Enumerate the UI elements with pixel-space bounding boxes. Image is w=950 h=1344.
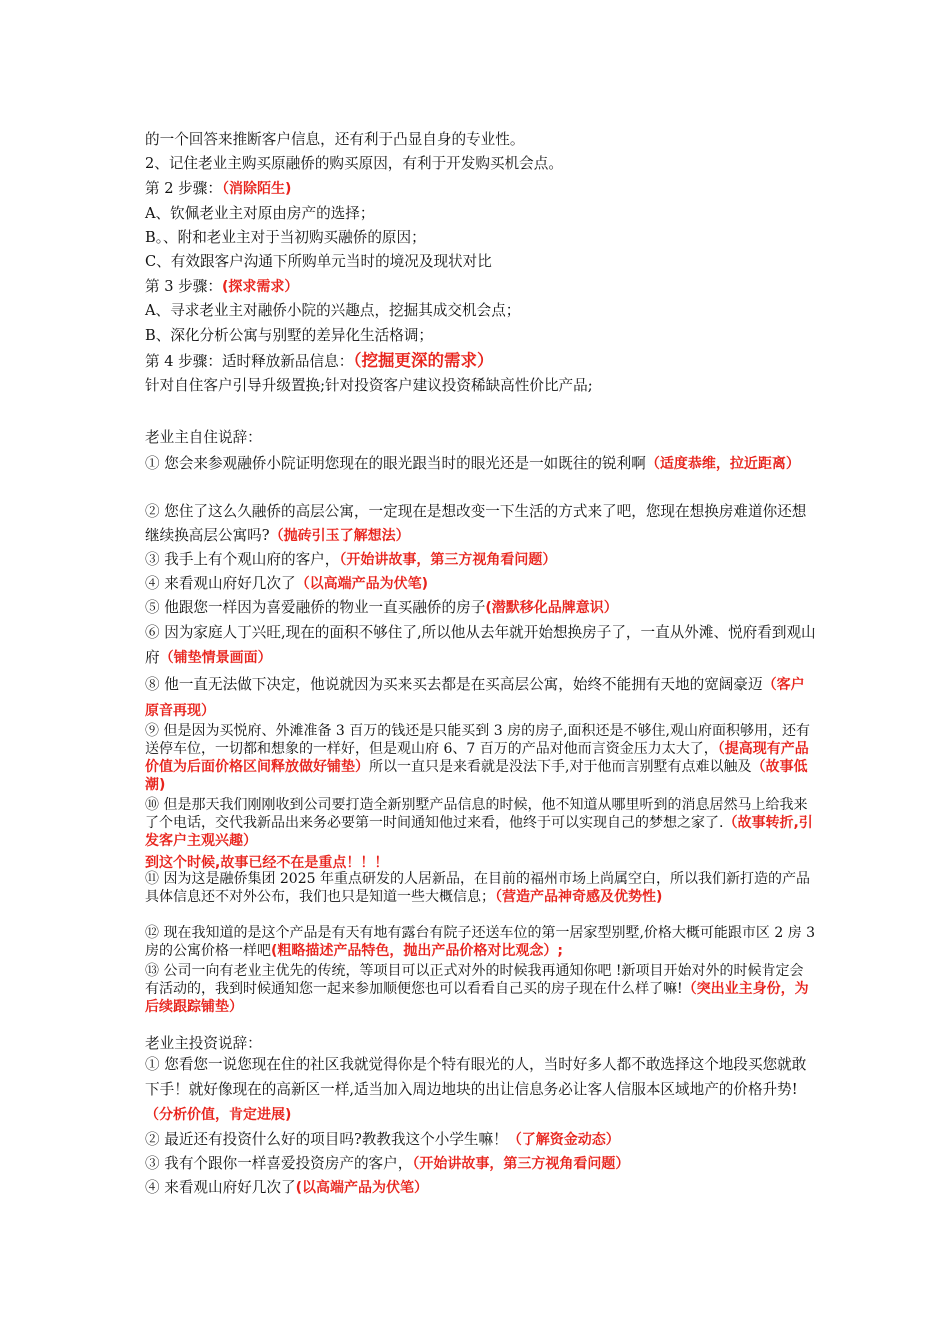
intro-line-2: 2、记住老业主购买原融侨的购买原因，有利于开发购买机会点。	[145, 155, 563, 172]
invest-item-1-tag: （分析价值，肯定进展)	[145, 1107, 292, 1123]
step2-item-a: A、钦佩老业主对原由房产的选择；	[145, 205, 375, 222]
invest-heading: 老业主投资说辞：	[145, 1035, 262, 1052]
step3-label: 第 3 步骤：	[145, 278, 222, 295]
invest-item-3: ③ 我有个跟你一样喜爱投资房产的客户，（开始讲故事，第三方视角看问题）	[145, 1155, 630, 1172]
self-item-11: ⑪ 因为这是融侨集团 2025 年重点研发的人居新品，在目前的福州市场上尚属空白，所以我们新打造的产品具体信息还不对外公布，我们也只是知道一些大概信息；（营造产品神奇感及优势性)	[145, 871, 810, 905]
step2-heading	[145, 177, 291, 198]
step3-heading	[145, 275, 298, 296]
self-item-13-tag: （突出业主身份，为后续跟踪铺垫）	[145, 981, 809, 1015]
self-item-10-emphasis: 到这个时候,故事已经不在是重点！！！	[145, 855, 389, 871]
self-use-heading: 老业主自住说辞：	[145, 429, 262, 446]
self-item-1: ① 您会来参观融侨小院证明您现在的眼光跟当时的眼光还是一如既往的锐利啊（适度恭维，拉近距离）	[145, 455, 800, 472]
self-item-3-tag: （开始讲故事，第三方视角看问题）	[339, 552, 557, 568]
step3-item-b: B、深化分析公寓与别墅的差异化生活格调；	[145, 327, 434, 344]
invest-item-2-tag: （了解资金动态）	[507, 1132, 620, 1148]
intro-line-1: 的一个回答来推断客户信息，还有利于凸显自身的专业性。	[145, 131, 525, 148]
self-item-12: ⑫ 现在我知道的是这个产品是有天有地有露台有院子还送车位的第一居家型别墅,价格大概可能跟市区 2 房 3 房的公寓价格一样吧(粗略描述产品特色，抛出产品价格对比观念）;	[145, 925, 816, 959]
self-item-4-tag: （以高端产品为伏笔)	[295, 576, 428, 592]
step2-tag: （消除陌生)	[221, 181, 292, 197]
self-item-2-tag: （抛砖引玉了解想法）	[269, 528, 410, 544]
self-item-6: ⑥ 因为家庭人丁兴旺,现在的面积不够住了,所以他从去年就开始想换房子了，一直从外滩、悦府看到观山府（铺垫情景画面）	[145, 624, 816, 666]
invest-item-4: ④ 来看观山府好几次了(以高端产品为伏笔）	[145, 1179, 428, 1196]
step2-label: 第 2 步骤：	[145, 180, 222, 197]
self-item-10-tag: （故事转折,引发客户主观兴趣）	[145, 815, 813, 849]
step4-note: 针对自住客户引导升级置换;针对投资客户建议投资稀缺高性价比产品;	[145, 377, 593, 394]
self-item-9-tag: （提高现有产品价值为后面价格区间释放做好铺垫）	[145, 741, 809, 775]
self-item-8-tag: （客户原音再现）	[145, 677, 805, 719]
self-item-5: ⑤ 他跟您一样因为喜爱融侨的物业一直买融侨的房子(潜默移化品牌意识）	[145, 599, 618, 616]
self-item-6-tag: （铺垫情景画面）	[159, 650, 272, 666]
self-item-4: ④ 来看观山府好几次了（以高端产品为伏笔)	[145, 575, 428, 592]
step4-label: 第 4 步骤：适时释放新品信息：	[145, 353, 354, 370]
self-item-12-tag: (粗略描述产品特色，抛出产品价格对比观念）;	[271, 943, 563, 959]
self-item-11-tag: （营造产品神奇感及优势性)	[495, 889, 663, 905]
invest-item-4-tag: (以高端产品为伏笔）	[295, 1180, 428, 1196]
self-item-1-tag: （适度恭维，拉近距离）	[645, 456, 800, 472]
step3-item-a: A、寻求老业主对融侨小院的兴趣点，挖掘其成交机会点；	[145, 302, 521, 319]
self-item-10: ⑩ 但是那天我们刚刚收到公司要打造全新别墅产品信息的时候，他不知道从哪里听到的消息居然马上给我来了个电话，交代我新品出来务必要第一时间通知他过来看，他终于可以实现自己的梦想之家了.（故事转折,引发客户主观兴趣）	[145, 797, 813, 849]
step4-heading	[145, 347, 494, 371]
invest-item-3-tag: （开始讲故事，第三方视角看问题）	[412, 1156, 630, 1172]
invest-item-2: ② 最近还有投资什么好的项目吗?教教我这个小学生嘛！（了解资金动态）	[145, 1131, 620, 1148]
step3-tag: (探求需求）	[221, 279, 299, 295]
self-item-9: ⑨ 但是因为买悦府、外滩准备 3 百万的钱还是只能买到 3 房的房子,面积还是不够住,观山府面积够用，还有送停车位，一切都和想象的一样好，但是观山府 6、7 百万的产品对他而言资金压力太大了，（提高现有产品价值为后面价格区间释放做好铺垫）所以一直只是来看就是没法下手,对于他而言别墅有点难以触及（故事低潮)	[145, 723, 810, 793]
self-item-13: ⑬ 公司一向有老业主优先的传统，等项目可以正式对外的时候我再通知你吧 !新项目开始对外的时候肯定会有活动的，我到时候通知您一起来参加顺便您也可以看看自己买的房子现在什么样了嘛!（突出业主身份，为后续跟踪铺垫）	[145, 963, 809, 1015]
self-item-5-tag: (潜默移化品牌意识）	[485, 600, 618, 616]
self-item-2: ② 您住了这么久融侨的高层公寓，一定现在是想改变一下生活的方式来了吧，您现在想换房难道你还想继续换高层公寓吗?（抛砖引玉了解想法）	[145, 503, 807, 544]
self-item-3: ③ 我手上有个观山府的客户，（开始讲故事，第三方视角看问题）	[145, 551, 557, 568]
step2-item-c: C、有效跟客户沟通下所购单元当时的境况及现状对比	[145, 253, 492, 270]
self-item-8: ⑧ 他一直无法做下决定，他说就因为买来买去都是在买高层公寓，始终不能拥有天地的宽阔豪迈（客户原音再现）	[145, 676, 805, 719]
step4-tag: （挖掘更深的需求）	[353, 351, 494, 370]
invest-item-1: ① 您看您一说您现在住的社区我就觉得你是个特有眼光的人，当时好多人都不敢选择这个地段买您就敢下手！就好像现在的高新区一样,适当加入周边地块的出让信息务必让客人信服本区域地产的价格升势!（分析价值，肯定进展)	[145, 1056, 807, 1123]
step2-item-b: B。、附和老业主对于当初购买融侨的原因；	[145, 229, 426, 246]
self-item-9-tag2: （故事低潮)	[145, 759, 808, 793]
